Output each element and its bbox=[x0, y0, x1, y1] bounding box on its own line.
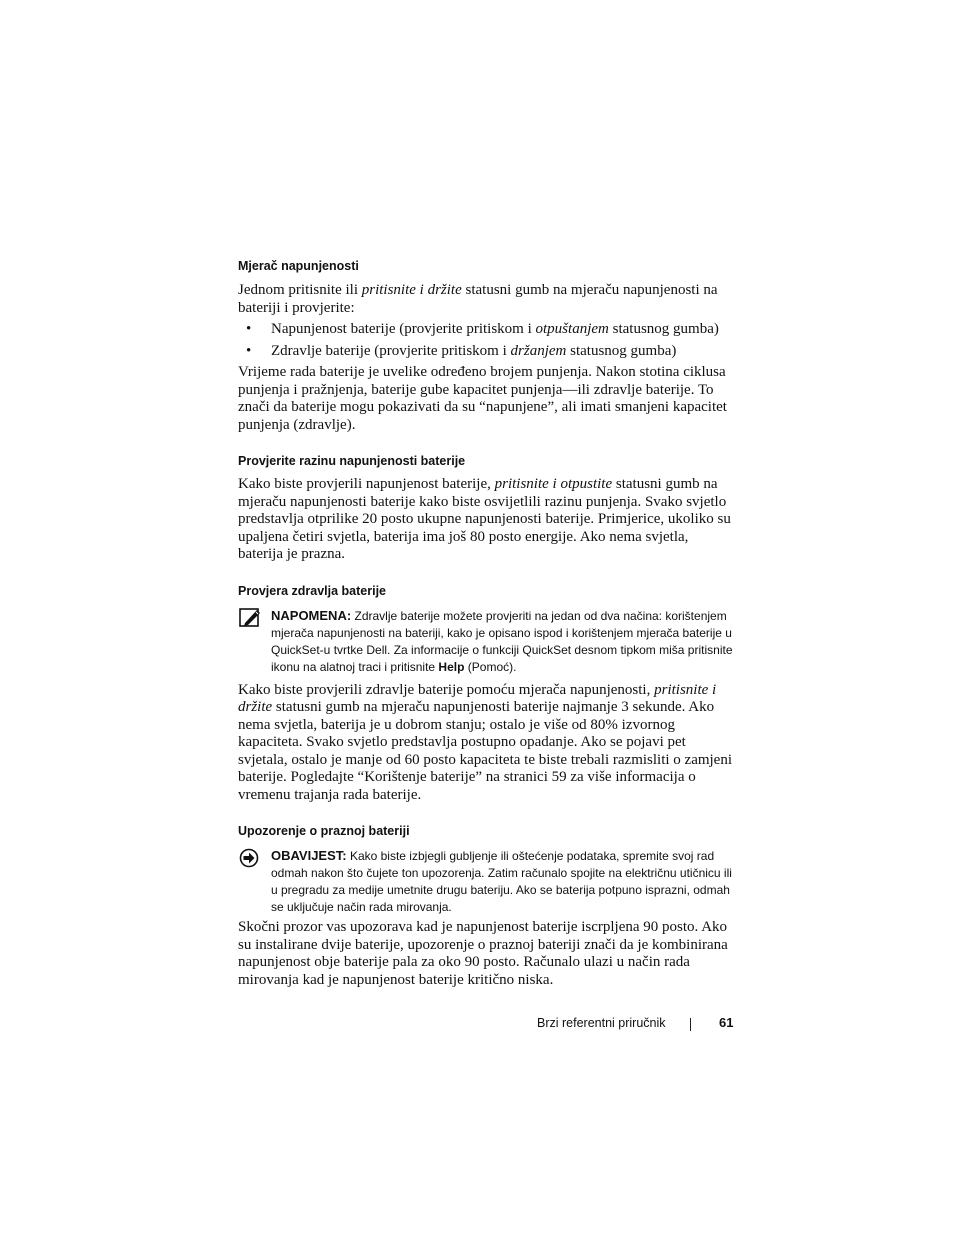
list-item: • Napunjenost baterije (provjerite pritiskom i otpuštanjem statusnog gumba) bbox=[246, 321, 719, 337]
callout-label: NAPOMENA: bbox=[271, 607, 352, 623]
text-run: Zdravlje baterije (provjerite pritiskom i bbox=[271, 342, 511, 359]
notice-text bbox=[271, 849, 732, 914]
text-run: statusnog gumba) bbox=[566, 342, 677, 359]
charge-meter-list bbox=[238, 321, 736, 360]
callout-label: OBAVIJEST: bbox=[271, 848, 347, 863]
section-heading-charge-meter: Mjerač napunjenosti bbox=[238, 259, 359, 273]
text-run: pritisnite i držite bbox=[238, 681, 717, 715]
text-run: otpuštanjem bbox=[535, 321, 609, 337]
section-heading-charge-level: Provjerite razinu napunjenosti baterije bbox=[238, 454, 466, 468]
charge-level-body bbox=[238, 476, 736, 564]
note-callout bbox=[238, 607, 736, 676]
text-run: Kako biste izbjegli gubljenje ili oštećenje podataka, spremite svoj rad odmah nakon što čujete ton upozorenja. Zatim računalo spojite na električnu utičnicu ili u pregradu za medije umetnite drugu bateriju. Ako se baterija potpuno isprazni, odmah se uključuje način rada mirovanja. bbox=[271, 849, 732, 914]
charge-meter-body: Vrijeme rada baterije je uvelike određeno brojem punjenja. Nakon stotina ciklusa punjenja i pražnjenja, baterije gube kapacitet punjenja—ili zdravlje baterije. To znači da baterije mogu pokazivati da su “napunjene”, ali imati smanjeni kapacitet punjenja (zdravlje). bbox=[238, 364, 727, 433]
pencil-note-icon bbox=[239, 608, 261, 628]
text-run: statusni gumb na mjeraču napunjenosti na bateriji i provjerite: bbox=[238, 282, 718, 316]
text-run: Napunjenost baterije (provjerite pritiskom i bbox=[271, 321, 536, 337]
list-item: • Zdravlje baterije (provjerite pritiskom i držanjem statusnog gumba) bbox=[246, 342, 677, 359]
text-run: Kako biste provjerili zdravlje baterije pomoću mjerača napunjenosti, bbox=[238, 681, 655, 698]
notice-callout bbox=[238, 847, 736, 916]
arrow-notice-icon bbox=[239, 848, 261, 868]
page-footer bbox=[0, 1014, 954, 1034]
note-text bbox=[271, 609, 733, 674]
text-run: (Pomoć). bbox=[464, 659, 517, 674]
section-heading-battery-health: Provjera zdravlja baterije bbox=[238, 583, 386, 598]
battery-health-body bbox=[238, 682, 736, 805]
text-run: pritisnite i držite bbox=[361, 282, 462, 298]
text-run: pritisnite i otpustite bbox=[494, 476, 613, 492]
text-run: statusni gumb na mjeraču napunjenosti baterije kako biste osvijetlili razinu punjenja. Svako svjetlo predstavlja otprilike 20 posto ukupne napunjenosti baterije. Primjerice, ukoliko su upaljena četiri svjetla, baterija ima još 80 posto energije. Ako nema svjetla, baterija je prazna. bbox=[238, 476, 731, 562]
footer-title: Brzi referentni priručnik bbox=[537, 1016, 666, 1030]
charge-meter-intro bbox=[238, 282, 736, 317]
text-run: statusni gumb na mjeraču napunjenosti baterije najmanje 3 sekunde. Ako nema svjetla, baterija je u dobrom stanju; ostalo je više od 80% izvornog kapaciteta. Svako svjetlo predstavlja postupno opadanje. Ako se pojavi pet svjetala, ostalo je manje od 60 posto kapaciteta te biste trebali razmisliti o zamjeni baterije. Pogledajte “Korištenje baterije” na stranici 59 za više informacija o vremenu trajanja rada baterije. bbox=[238, 699, 733, 803]
text-run: Help bbox=[438, 659, 465, 674]
low-battery-body: Skočni prozor vas upozorava kad je napunjenost baterije iscrpljena 90 posto. Ako su instalirane dvije baterije, upozorenje o praznoj bateriji znači da je kombinirana napunjenost obje baterije pala za oko 90 posto. Računalo ulazi u način rada mirovanja kad je napunjenost baterije kritično niska. bbox=[238, 919, 728, 988]
text-run: Jednom pritisnite ili bbox=[238, 282, 362, 298]
footer-divider bbox=[690, 1018, 691, 1031]
section-heading-low-battery: Upozorenje o praznoj bateriji bbox=[238, 824, 410, 838]
document-body bbox=[238, 258, 736, 989]
text-run: Zdravlje baterije možete provjeriti na jedan od dva načina: korištenjem mjerača napunjenosti na bateriji, kako je opisano ispod i korištenjem mjerača baterije u QuickSet-u tvrtke Dell. Za informacije o funkciji QuickSet desnom tipkom miša pritisnite ikonu na alatnoj traci i pritisnite bbox=[271, 608, 733, 674]
text-run: statusnog gumba) bbox=[608, 321, 719, 337]
text-run: Kako biste provjerili napunjenost baterije, bbox=[238, 476, 495, 492]
text-run: držanjem bbox=[510, 342, 567, 359]
page-number: 61 bbox=[719, 1015, 734, 1030]
